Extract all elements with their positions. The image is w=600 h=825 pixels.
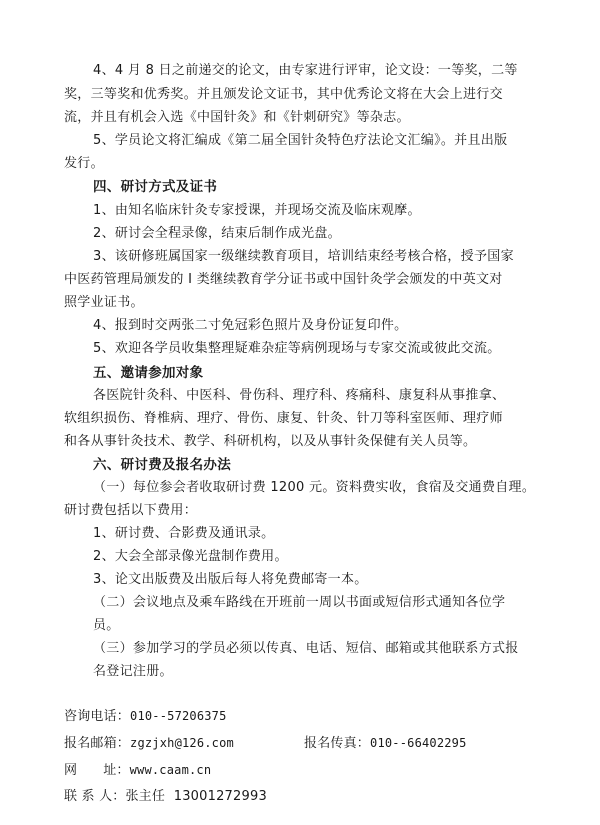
- section-heading: 五、邀请参加对象: [93, 365, 204, 381]
- paragraph-line: 各医院针灸科、中医科、骨伤科、理疗科、疼痛科、康复科从事推拿、: [93, 388, 506, 403]
- website-value[interactable]: www.caam.cn: [129, 763, 212, 777]
- contact-fax: [304, 735, 467, 752]
- paragraph-line: 发行。: [64, 156, 104, 171]
- paragraph-line: 1、由知名临床针灸专家授课，并现场交流及临床观摩。: [93, 203, 421, 218]
- paragraph-line: 5、欢迎各学员收集整理疑难杂症等病例现场与专家交流或彼此交流。: [93, 341, 501, 356]
- phone-value: 010--57206375: [130, 709, 227, 723]
- phone-label: 咨询电话：: [64, 709, 131, 724]
- paragraph-line: 3、论文出版费及出版后每人将免费邮寄一本。: [93, 572, 368, 587]
- fax-value: 010--66402295: [370, 736, 467, 750]
- paragraph-line: 4、4 月 8 日之前递交的论文，由专家进行评审，论文设：一等奖，二等: [93, 63, 518, 78]
- contact-person: [64, 789, 267, 805]
- paragraph-line: 2、大会全部录像光盘制作费用。: [93, 549, 288, 564]
- paragraph-line: 和各从事针灸技术、教学、科研机构，以及从事针灸保健有关人员等。: [64, 434, 477, 449]
- paragraph-line: 软组织损伤、脊椎病、理疗、骨伤、康复、针灸、针刀等科室医师、理疗师: [64, 411, 503, 426]
- paragraph-line: （二）会议地点及乘车路线在开班前一周以书面或短信形式通知各位学: [93, 595, 506, 610]
- paragraph-line: 2、研讨会全程录像，结束后制作成光盘。: [93, 226, 341, 241]
- paragraph-line: 名登记注册。: [93, 664, 173, 679]
- paragraph-line: 中医药管理局颁发的 I 类继续教育学分证书或中国针灸学会颁发的中英文对: [64, 272, 503, 287]
- website-label: 网 址：: [64, 763, 130, 778]
- paragraph-line: 照学业证书。: [64, 295, 144, 310]
- paragraph-line: 研讨费包括以下费用：: [64, 503, 198, 518]
- section-heading: 六、研讨费及报名办法: [93, 457, 231, 473]
- paragraph-line: （一）每位参会者收取研讨费 1200 元。资料费实收，食宿及交通费自理。: [93, 480, 536, 495]
- paragraph-line: 1、研讨费、合影费及通讯录。: [93, 526, 275, 541]
- person-value: 张主任 13001272993: [125, 789, 267, 804]
- person-label: 联 系 人：: [64, 789, 126, 804]
- email-value[interactable]: zgzjxh@126.com: [130, 736, 234, 750]
- email-label: 报名邮箱：: [64, 736, 131, 751]
- paragraph-line: （三）参加学习的学员必须以传真、电话、短信、邮箱或其他联系方式报: [93, 641, 519, 656]
- paragraph-line: 流，并且有机会入选《中国针灸》和《针刺研究》等杂志。: [64, 110, 410, 125]
- fax-label: 报名传真：: [304, 736, 371, 751]
- paragraph-line: 奖，三等奖和优秀奖。并且颁发论文证书，其中优秀论文将在大会上进行交: [64, 87, 503, 102]
- paragraph-line: 员。: [93, 618, 120, 633]
- paragraph-line: 5、学员论文将汇编成《第二届全国针灸特色疗法论文汇编》。并且出版: [93, 133, 508, 148]
- contact-phone: [64, 708, 227, 725]
- section-heading: 四、研讨方式及证书: [93, 179, 218, 195]
- contact-email: [64, 735, 234, 752]
- paragraph-line: 3、该研修班属国家一级继续教育项目，培训结束经考核合格，授予国家: [93, 249, 514, 264]
- contact-website: [64, 762, 211, 779]
- paragraph-line: 4、报到时交两张二寸免冠彩色照片及身份证复印件。: [93, 318, 408, 333]
